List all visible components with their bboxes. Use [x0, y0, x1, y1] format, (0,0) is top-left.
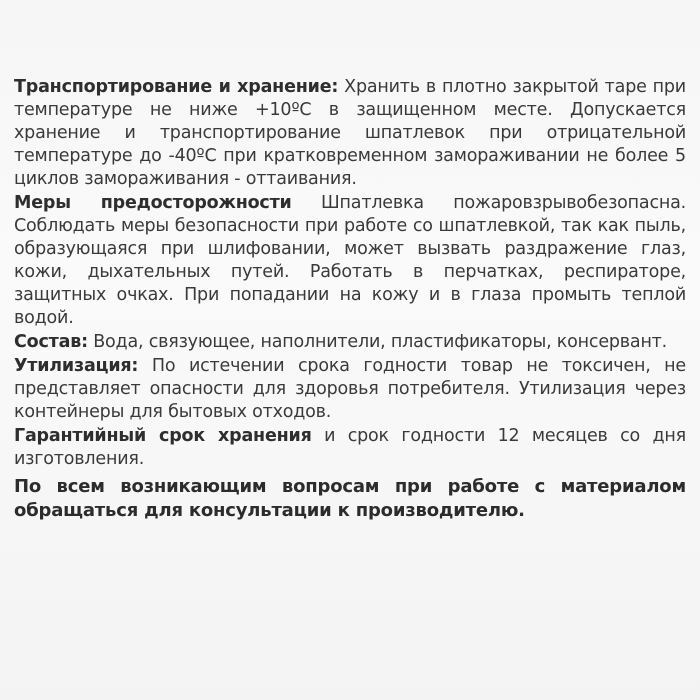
section-precautions — [14, 192, 686, 330]
section-heading: Транспортирование и хранение: — [14, 77, 339, 97]
section-body: Вода, связующее, наполнители, пластификаторы, консервант. — [93, 332, 668, 352]
contact-manufacturer-note: По всем возникающим вопросам при работе с материалом обращаться для консультации к производителю. — [14, 476, 686, 521]
section-body: По истечении срока годности товар не токсичен, не представляет опасности для здоровья потребителя. Утилизация через контейнеры для бытовых отходов. — [14, 356, 686, 422]
section-body: Шпатлевка пожаровзрывобезопасна. Соблюдать меры безопасности при работе со шпатлевкой, так как пыль, образующаяся при шлифовании, может вызвать раздражение глаз, кожи, дыхательных путей. Работать в перчатках, респираторе, защитных очках. При попадании на кожу и в глаза промыть теплой водой. — [14, 193, 686, 328]
section-transport-storage — [14, 76, 686, 191]
section-heading: Состав: — [14, 332, 88, 352]
label-text-block — [14, 76, 686, 541]
section-body: и срок годности 12 месяцев со дня изготовления. — [14, 426, 686, 469]
section-heading: Утилизация: — [14, 356, 139, 376]
section-body: Хранить в плотно закрытой таре при температуре не ниже +10ºС в защищенном месте. Допускается хранение и транспортирование шпатлевок при отрицательной температуре до -40ºС при кратковременном замораживании не более 5 циклов замораживания - оттаивания. — [14, 77, 686, 189]
section-warranty — [14, 425, 686, 471]
section-composition — [14, 331, 686, 354]
section-heading: Меры предосторожности — [14, 193, 292, 213]
section-disposal — [14, 355, 686, 424]
section-heading: Гарантийный срок хранения — [14, 426, 312, 446]
